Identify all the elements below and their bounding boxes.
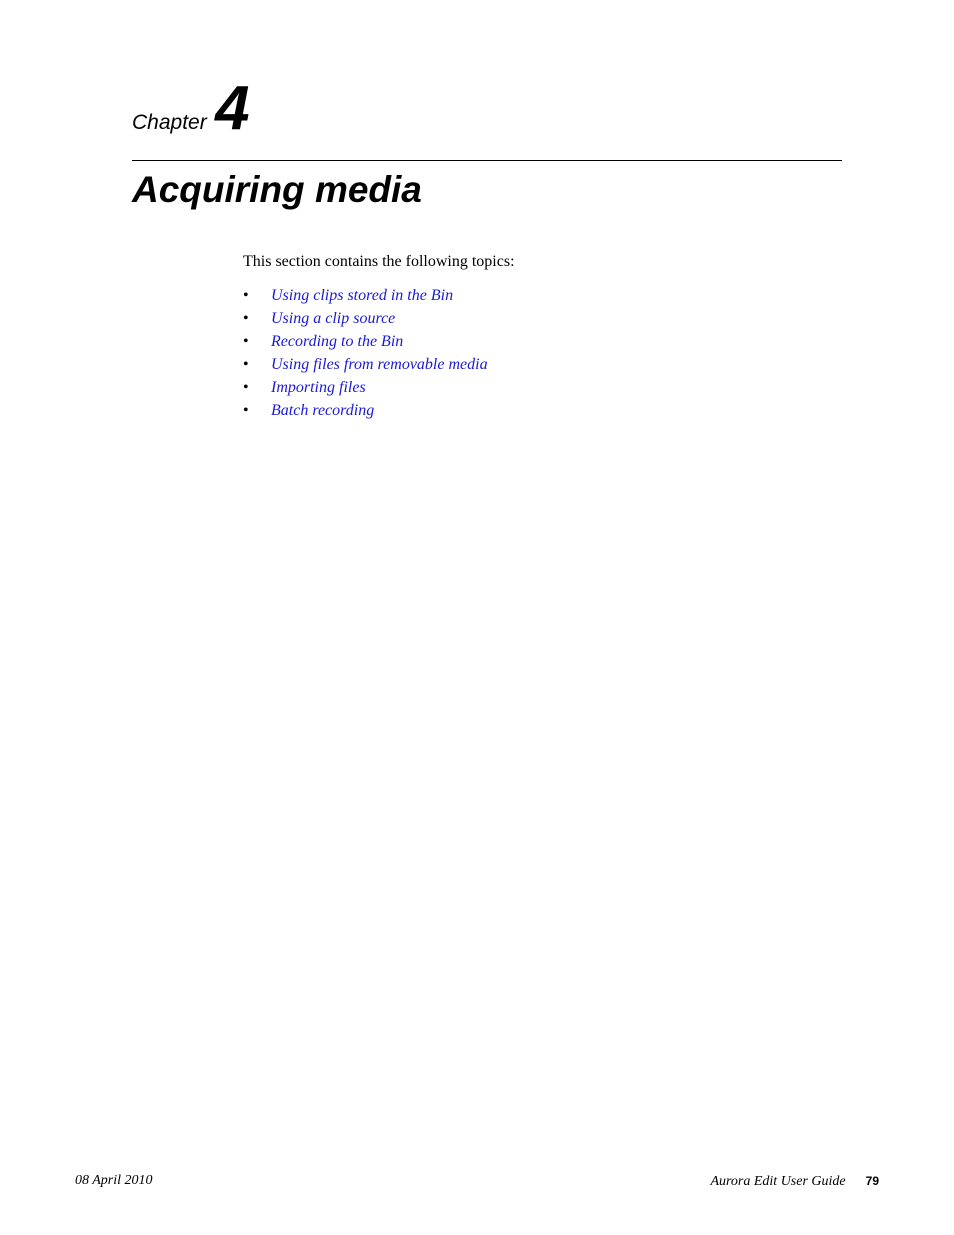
footer-date: 08 April 2010 — [75, 1173, 153, 1188]
chapter-title: Acquiring media — [132, 169, 422, 210]
chapter-number: 4 — [215, 74, 250, 143]
bullet-icon: • — [243, 310, 249, 327]
intro-text: This section contains the following topics: — [243, 253, 515, 270]
bullet-icon: • — [243, 379, 249, 396]
footer-guide-title: Aurora Edit User Guide — [710, 1174, 846, 1189]
topic-link-batch-recording[interactable]: Batch recording — [271, 402, 375, 419]
bullet-icon: • — [243, 333, 249, 350]
topic-link-using-files-from-removable-media[interactable]: Using files from removable media — [271, 356, 488, 373]
bullet-icon: • — [243, 402, 249, 419]
chapter-label: Chapter — [132, 111, 207, 134]
chapter-divider — [132, 160, 842, 161]
topic-link-using-clips-stored-in-the-bin[interactable]: Using clips stored in the Bin — [271, 287, 454, 304]
topic-link-using-a-clip-source[interactable]: Using a clip source — [271, 310, 396, 327]
topic-link-recording-to-the-bin[interactable]: Recording to the Bin — [271, 333, 404, 350]
bullet-icon: • — [243, 287, 249, 304]
page-number: 79 — [865, 1174, 879, 1188]
bullet-icon: • — [243, 356, 249, 373]
footer-right — [710, 1171, 879, 1192]
topic-link-importing-files[interactable]: Importing files — [271, 379, 366, 396]
chapter-heading — [132, 74, 250, 143]
